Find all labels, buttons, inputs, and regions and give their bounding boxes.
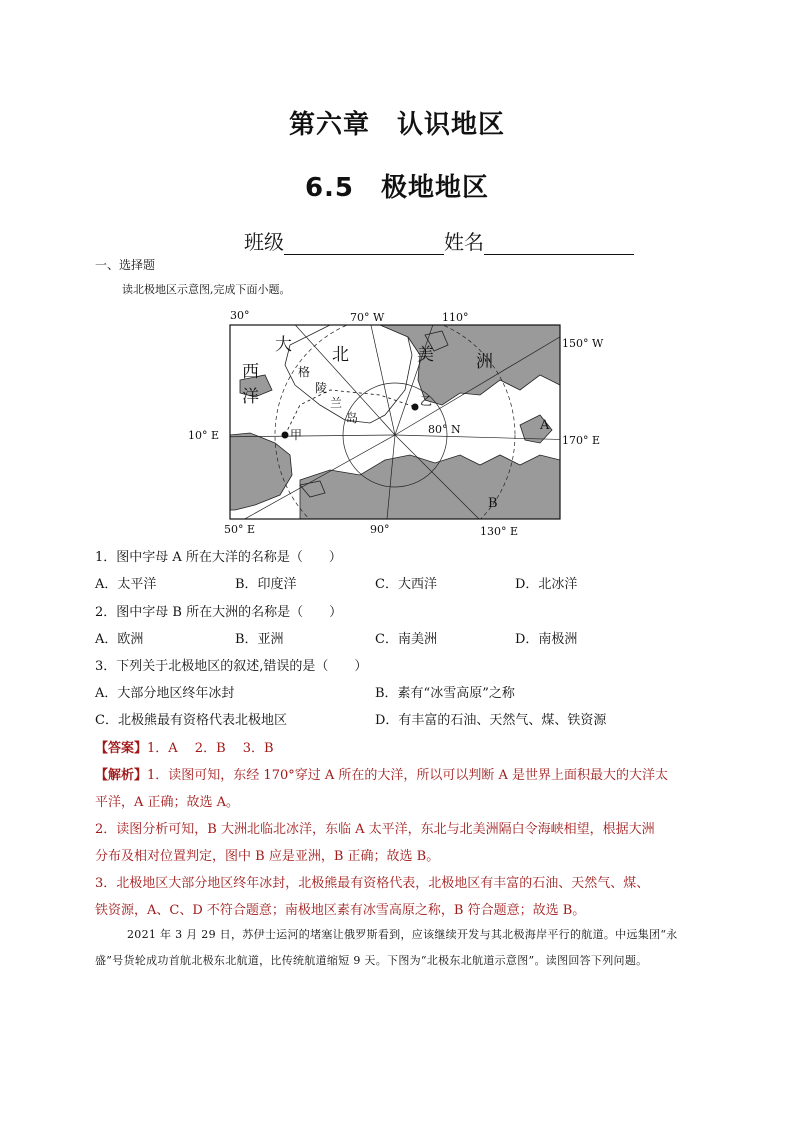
q1-option-a[interactable]: A．太平洋 [95,577,157,592]
q2-option-c[interactable]: C．南美洲 [375,632,437,647]
analysis-line-2: 平洋，A 正确；故选 A。 [95,795,240,810]
label-110: 110° [442,311,469,324]
label-ge: 格 [298,365,311,379]
label-zhou: 洲 [476,352,493,372]
q3-option-a[interactable]: A．大部分地区终年冰封 [95,686,235,701]
section-heading: 一、选择题 [95,258,156,272]
q2-option-b[interactable]: B．亚洲 [235,632,284,647]
label-170e: 170° E [562,434,601,447]
analysis-line-1 [95,764,668,783]
name-blank[interactable] [484,234,634,255]
reading-paragraph: 2021 年 3 月 29 日，苏伊士运河的堵塞让俄罗斯看到，应该继续开发与其北极海岸平行的航道。中远集团“永盛”号货轮成功首航北极东北航道，比传统航道缩短 9 天。下图为“北极东北航道示意图”。读图回答下列问题。 [95,928,678,967]
q2-option-a[interactable]: A．欧洲 [95,632,144,647]
label-jia: 甲 [290,428,303,442]
answer-line [95,737,274,756]
chapter-title: 第六章 认识地区 [288,110,505,140]
arctic-map [180,305,620,540]
analysis-line-5: 3．北极地区大部分地区终年冰封，北极熊最有资格代表，北极地区有丰富的石油、天然气、煤、 [95,876,650,891]
lesson-title: 6.5 极地地区 [304,173,490,203]
label-yi: 乙 [420,394,433,408]
label-130e: 130° E [480,525,519,538]
answer-tag: 【答案】 [95,741,148,756]
q1-option-b[interactable]: B．印度洋 [235,577,297,592]
intro-text: 读北极地区示意图,完成下面小题。 [122,283,291,296]
label-xi: 西 [242,362,259,382]
label-ling: 陵 [315,381,328,395]
point-yi [412,404,419,411]
class-label: 班级 [244,230,284,254]
label-dao: 岛 [346,411,359,425]
label-bei: 北 [332,345,349,365]
q2-option-d[interactable]: D．南极洲 [515,632,578,647]
label-150w: 150° W [562,337,604,350]
label-da: 大 [275,335,292,355]
q3-option-c[interactable]: C．北极熊最有资格代表北极地区 [95,713,287,728]
q1-option-d[interactable]: D．北冰洋 [515,577,578,592]
point-jia [282,432,289,439]
analysis-tag: 【解析】 [95,768,148,783]
label-mei: 美 [417,345,434,365]
name-label: 姓名 [444,230,484,254]
label-80n: 80° N [428,423,461,436]
label-lan: 兰 [330,396,343,410]
analysis-line-4: 分布及相对位置判定，图中 B 应是亚洲，B 正确；故选 B。 [95,849,440,864]
label-90: 90° [370,523,390,536]
question-3-stem: 3．下列关于北极地区的叙述,错误的是（ ） [95,659,368,674]
label-30: 30° [230,309,250,322]
answer-text: 1．A 2．B 3．B [147,741,274,756]
q3-option-d[interactable]: D．有丰富的石油、天然气、煤、铁资源 [375,713,607,728]
q3-option-b[interactable]: B．素有“冰雪高原”之称 [375,686,515,701]
analysis-text-1: 1．读图可知，东经 170°穿过 A 所在的大洋，所以可以判断 A 是世界上面积最大的大洋太 [147,768,669,783]
question-1-stem: 1．图中字母 A 所在大洋的名称是（ ） [95,550,342,565]
class-name-line [244,226,634,255]
q1-option-c[interactable]: C．大西洋 [375,577,437,592]
label-50e: 50° E [224,523,256,536]
question-2-stem: 2．图中字母 B 所在大洲的名称是（ ） [95,605,343,620]
label-70w: 70° W [350,311,385,324]
label-A: A [540,418,550,433]
class-blank[interactable] [284,234,444,255]
label-10e: 10° E [188,429,220,442]
analysis-line-6: 铁资源，A、C、D 不符合题意；南极地区素有冰雪高原之称，B 符合题意；故选 B。 [95,903,586,918]
label-yang: 洋 [242,387,259,407]
analysis-line-3: 2．读图分析可知，B 大洲北临北冰洋，东临 A 太平洋，东北与北美洲隔白令海峡相望，根据大洲 [95,822,655,837]
label-B: B [488,496,498,511]
